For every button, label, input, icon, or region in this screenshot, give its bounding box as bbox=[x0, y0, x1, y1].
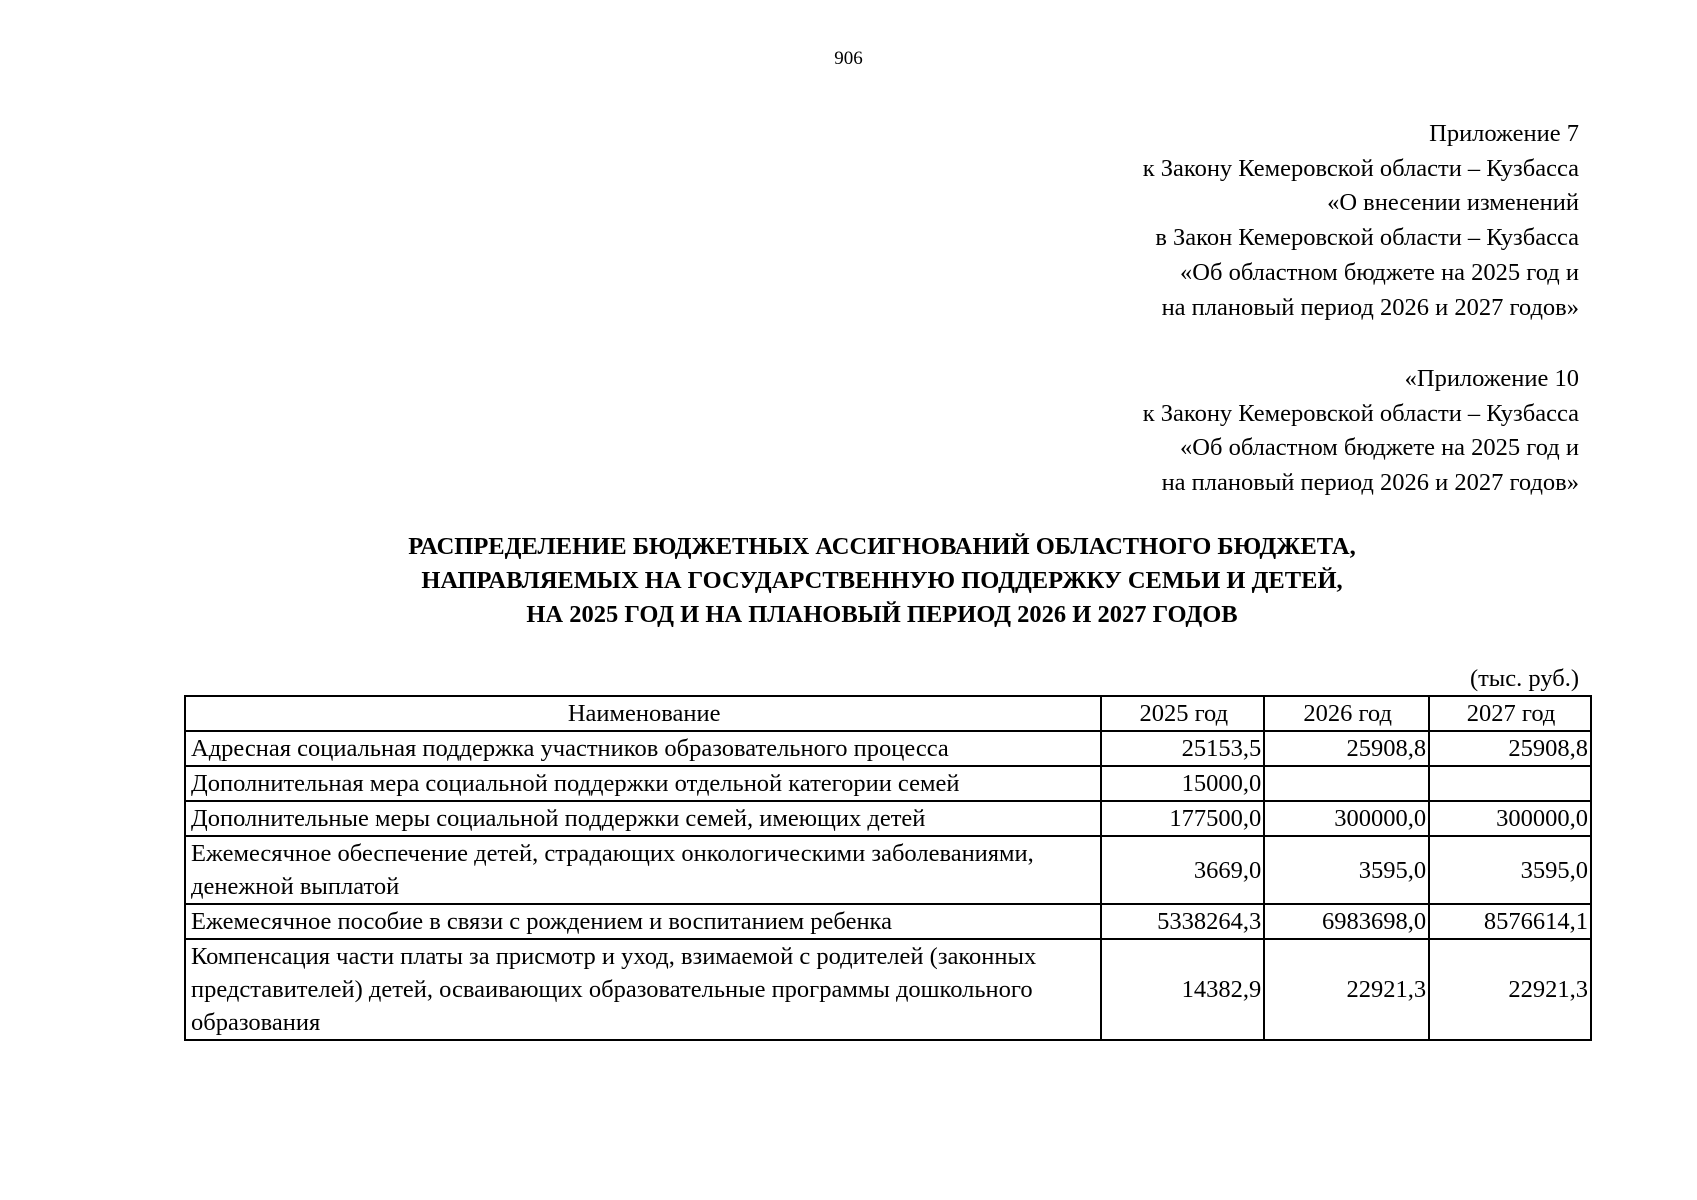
row-value-2027: 8576614,1 bbox=[1429, 904, 1591, 939]
row-name: Ежемесячное обеспечение детей, страдающих онкологическими заболеваниями, денежной выплатой bbox=[185, 836, 1101, 904]
column-header-name: Наименование bbox=[185, 696, 1101, 731]
table-header-row bbox=[185, 696, 1591, 731]
table-row bbox=[185, 904, 1591, 939]
appendix-10-line: «Об областном бюджете на 2025 год и bbox=[1180, 434, 1579, 462]
appendix-10-line: на плановый период 2026 и 2027 годов» bbox=[1161, 469, 1579, 497]
row-value-2027: 25908,8 bbox=[1429, 731, 1591, 766]
row-value-2027: 3595,0 bbox=[1429, 836, 1591, 904]
row-value-2027: 300000,0 bbox=[1429, 801, 1591, 836]
document-title-line: РАСПРЕДЕЛЕНИЕ БЮДЖЕТНЫХ АССИГНОВАНИЙ ОБЛАСТНОГО БЮДЖЕТА, bbox=[408, 533, 1356, 560]
table-row bbox=[185, 801, 1591, 836]
document-title-line: НА 2025 ГОД И НА ПЛАНОВЫЙ ПЕРИОД 2026 И 2027 ГОДОВ bbox=[526, 601, 1238, 628]
appendix-7-line: к Закону Кемеровской области – Кузбасса bbox=[1142, 154, 1579, 182]
row-value-2025: 15000,0 bbox=[1101, 766, 1264, 801]
row-value-2026: 300000,0 bbox=[1264, 801, 1429, 836]
row-value-2027 bbox=[1429, 766, 1591, 801]
column-header-2026: 2026 год bbox=[1264, 696, 1429, 731]
table-row bbox=[185, 766, 1591, 801]
row-name: Ежемесячное пособие в связи с рождением и воспитанием ребенка bbox=[185, 904, 1101, 939]
appendix-10-line: к Закону Кемеровской области – Кузбасса bbox=[1142, 399, 1579, 427]
row-value-2025: 5338264,3 bbox=[1101, 904, 1264, 939]
appendix-7-line: «О внесении изменений bbox=[1327, 189, 1579, 217]
appendix-7-line: в Закон Кемеровской области – Кузбасса bbox=[1155, 224, 1579, 252]
table-row bbox=[185, 939, 1591, 1040]
appendix-7-line: на плановый период 2026 и 2027 годов» bbox=[1161, 293, 1579, 321]
row-value-2025: 25153,5 bbox=[1101, 731, 1264, 766]
row-value-2027: 22921,3 bbox=[1429, 939, 1591, 1040]
row-value-2025: 14382,9 bbox=[1101, 939, 1264, 1040]
appendix-7-header bbox=[1143, 117, 1579, 325]
page-number: 906 bbox=[834, 48, 863, 69]
row-name: Дополнительные меры социальной поддержки семей, имеющих детей bbox=[185, 801, 1101, 836]
appendix-10-header bbox=[1143, 362, 1579, 501]
row-value-2025: 177500,0 bbox=[1101, 801, 1264, 836]
row-value-2025: 3669,0 bbox=[1101, 836, 1264, 904]
row-value-2026: 3595,0 bbox=[1264, 836, 1429, 904]
row-name: Адресная социальная поддержка участников образовательного процесса bbox=[185, 731, 1101, 766]
column-header-2025: 2025 год bbox=[1101, 696, 1264, 731]
appendix-10-line: «Приложение 10 bbox=[1404, 365, 1579, 392]
row-name: Компенсация части платы за присмотр и уход, взимаемой с родителей (законных представителей) детей, осваивающих образовательные программы дошкольного образования bbox=[185, 939, 1101, 1040]
row-name: Дополнительная мера социальной поддержки отдельной категории семей bbox=[185, 766, 1101, 801]
column-header-2027: 2027 год bbox=[1429, 696, 1591, 731]
table-row bbox=[185, 836, 1591, 904]
row-value-2026: 25908,8 bbox=[1264, 731, 1429, 766]
document-title-line: НАПРАВЛЯЕМЫХ НА ГОСУДАРСТВЕННУЮ ПОДДЕРЖКУ СЕМЬИ И ДЕТЕЙ, bbox=[421, 567, 1343, 594]
appendix-7-line: «Об областном бюджете на 2025 год и bbox=[1180, 258, 1579, 286]
budget-table bbox=[184, 695, 1592, 1041]
row-value-2026 bbox=[1264, 766, 1429, 801]
appendix-7-line: Приложение 7 bbox=[1429, 120, 1579, 147]
units-label: (тыс. руб.) bbox=[1469, 665, 1579, 692]
document-title bbox=[186, 530, 1578, 632]
table-row bbox=[185, 731, 1591, 766]
row-value-2026: 22921,3 bbox=[1264, 939, 1429, 1040]
row-value-2026: 6983698,0 bbox=[1264, 904, 1429, 939]
